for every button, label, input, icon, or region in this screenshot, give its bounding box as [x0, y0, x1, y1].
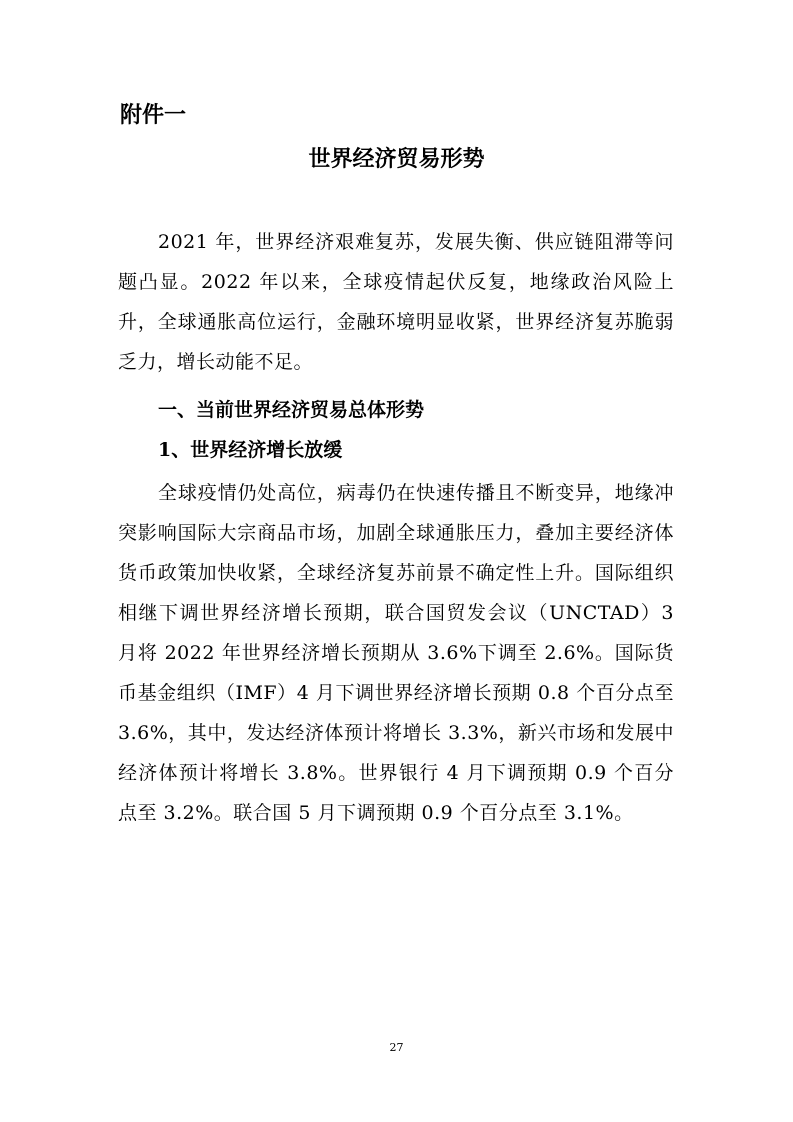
subsection-heading: 1、世界经济增长放缓	[158, 439, 343, 461]
page-number: 27	[389, 1041, 404, 1054]
page-title: 世界经济贸易形势	[308, 147, 485, 172]
attachment-label: 附件一	[120, 103, 187, 128]
growth-paragraph: 全球疫情仍处高位，病毒仍在快速传播且不断变异，地缘冲突影响国际大宗商品市场，加剧全球通胀压力，叠加主要经济体货币政策加快收紧，全球经济复苏前景不确定性上升。国际组织相继下调世界经济增长预期，联合国贸发会议（UNCTAD）3 月将 2022 年世界经济增长预期从 3.6%下调至 2.6%。国际货币基金组织（IMF）4 月下调世界经济增长预期 0.8 个百分点至 3.6%，其中，发达经济体预计将增长 3.3%，新兴市场和发展中经济体预计将增长 3.8%。世界银行 4 月下调预期 0.9 个百分点至 3.2%。联合国 5 月下调预期 0.9 个百分点至 3.1%。	[118, 482, 674, 824]
section-heading: 一、当前世界经济贸易总体形势	[158, 399, 425, 421]
intro-paragraph: 2021 年，世界经济艰难复苏，发展失衡、供应链阻滞等问题凸显。2022 年以来，全球疫情起伏反复，地缘政治风险上升，全球通胀高位运行，金融环境明显收紧，世界经济复苏脆弱乏力，增长动能不足。	[118, 231, 674, 373]
